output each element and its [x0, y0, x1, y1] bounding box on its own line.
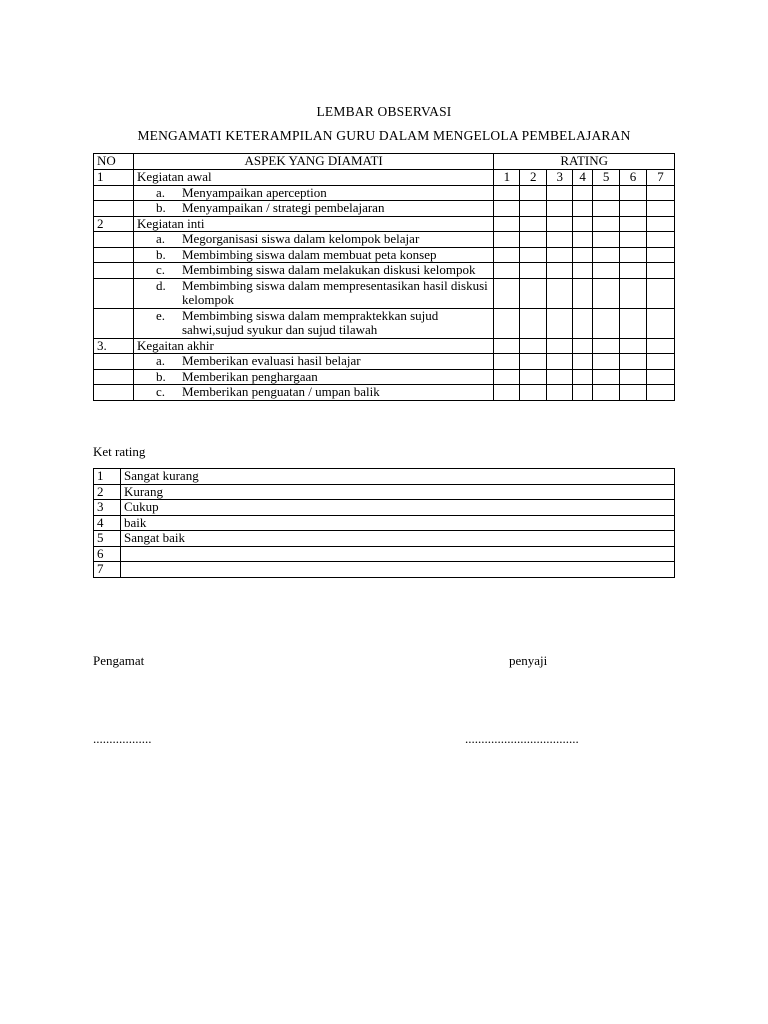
ket-rating-row	[94, 500, 675, 516]
rating-cell[interactable]	[494, 216, 520, 232]
rating-cell[interactable]	[573, 338, 593, 354]
ket-rating-description	[120, 546, 674, 562]
rating-cell[interactable]	[494, 263, 520, 279]
rating-cell[interactable]	[520, 385, 547, 401]
rating-cell[interactable]	[593, 185, 620, 201]
rating-cell[interactable]	[520, 263, 547, 279]
rating-scale-3: 3	[547, 170, 573, 186]
rating-cell[interactable]	[573, 185, 593, 201]
rating-cell[interactable]	[620, 369, 647, 385]
item-aspect-cell	[133, 263, 493, 279]
header-aspect: ASPEK YANG DIAMATI	[133, 154, 493, 170]
penyaji-signature-line: ...................................	[465, 731, 579, 746]
item-letter: c.	[155, 262, 165, 277]
observation-body	[94, 170, 675, 401]
item-number-cell	[94, 354, 134, 370]
item-text: Memberikan penguatan / umpan balik	[181, 384, 380, 399]
item-letter: e.	[155, 307, 165, 323]
item-letter: d.	[155, 277, 166, 293]
item-aspect-cell	[133, 354, 493, 370]
rating-cell[interactable]	[520, 278, 547, 308]
item-text: Membimbing siswa dalam mempraktekkan sujud sahwi,sujud syukur dan sujud tilawah	[181, 307, 439, 337]
item-letter: b.	[155, 246, 166, 262]
ket-rating-number: 3	[94, 500, 121, 516]
item-row	[94, 185, 675, 201]
rating-cell[interactable]	[520, 201, 547, 217]
ket-rating-number: 6	[94, 546, 121, 562]
rating-cell[interactable]	[593, 278, 620, 308]
rating-cell[interactable]	[547, 308, 573, 338]
rating-cell[interactable]	[593, 385, 620, 401]
item-aspect	[137, 186, 490, 201]
rating-cell[interactable]	[520, 247, 547, 263]
ket-rating-body	[94, 469, 675, 578]
item-row	[94, 369, 675, 385]
item-letter: a.	[155, 231, 165, 246]
item-text: Membimbing siswa dalam membuat peta konsep	[181, 246, 437, 262]
rating-cell[interactable]	[593, 354, 620, 370]
item-aspect	[137, 263, 490, 278]
rating-cell[interactable]	[494, 308, 520, 338]
section-row	[94, 338, 675, 354]
rating-cell[interactable]	[646, 338, 674, 354]
ket-rating-table	[93, 468, 675, 578]
section-row	[94, 170, 675, 186]
item-row	[94, 385, 675, 401]
rating-cell[interactable]	[620, 232, 647, 248]
item-aspect-cell	[133, 232, 493, 248]
ket-rating-description: Cukup	[120, 500, 674, 516]
item-text: Membimbing siswa dalam mempresentasikan hasil diskusi kelompok	[181, 277, 488, 307]
pengamat-label: Pengamat	[93, 653, 145, 668]
ket-rating-description: baik	[120, 515, 674, 531]
rating-scale-7: 7	[646, 170, 674, 186]
item-number-cell	[94, 308, 134, 338]
rating-cell[interactable]	[593, 232, 620, 248]
rating-cell[interactable]	[547, 201, 573, 217]
rating-cell[interactable]	[494, 354, 520, 370]
item-aspect	[137, 385, 490, 400]
rating-cell[interactable]	[646, 263, 674, 279]
rating-scale-4: 4	[573, 170, 593, 186]
item-aspect	[137, 370, 490, 385]
rating-cell[interactable]	[620, 216, 647, 232]
item-number-cell	[94, 201, 134, 217]
item-text: Menyampaikan / strategi pembelajaran	[181, 200, 385, 215]
pengamat-signature-line: ..................	[93, 731, 152, 746]
rating-cell[interactable]	[547, 232, 573, 248]
ket-rating-row	[94, 546, 675, 562]
ket-rating-number: 7	[94, 562, 121, 578]
item-text: Megorganisasi siswa dalam kelompok belajar	[181, 231, 420, 246]
item-row	[94, 263, 675, 279]
item-text: Membimbing siswa dalam melakukan diskusi kelompok	[181, 262, 476, 277]
item-aspect	[137, 279, 490, 308]
rating-cell[interactable]	[593, 338, 620, 354]
ket-rating-number: 2	[94, 484, 121, 500]
section-title: Kegaitan akhir	[133, 338, 493, 354]
ket-rating-row	[94, 531, 675, 547]
item-aspect	[137, 354, 490, 369]
item-text: Memberikan evaluasi hasil belajar	[181, 353, 361, 368]
rating-cell[interactable]	[494, 278, 520, 308]
rating-cell[interactable]	[573, 278, 593, 308]
item-aspect	[137, 232, 490, 247]
rating-cell[interactable]	[520, 338, 547, 354]
ket-rating-description: Kurang	[120, 484, 674, 500]
item-aspect-cell	[133, 201, 493, 217]
rating-cell[interactable]	[620, 338, 647, 354]
rating-cell[interactable]	[520, 232, 547, 248]
rating-cell[interactable]	[520, 369, 547, 385]
ket-rating-description: Sangat kurang	[120, 469, 674, 485]
rating-cell[interactable]	[494, 247, 520, 263]
section-row	[94, 216, 675, 232]
rating-cell[interactable]	[494, 232, 520, 248]
rating-cell[interactable]	[646, 354, 674, 370]
rating-cell[interactable]	[620, 308, 647, 338]
document-subtitle: MENGAMATI KETERAMPILAN GURU DALAM MENGELOLA PEMBELAJARAN	[137, 128, 631, 143]
ket-rating-row	[94, 469, 675, 485]
ket-rating-row	[94, 562, 675, 578]
item-letter: a.	[155, 353, 165, 368]
item-aspect	[137, 309, 490, 338]
rating-cell[interactable]	[620, 278, 647, 308]
ket-rating-row	[94, 484, 675, 500]
rating-cell[interactable]	[620, 354, 647, 370]
item-aspect-cell	[133, 278, 493, 308]
rating-cell[interactable]	[646, 247, 674, 263]
rating-scale-2: 2	[520, 170, 547, 186]
rating-cell[interactable]	[646, 369, 674, 385]
item-row	[94, 201, 675, 217]
item-letter: b.	[155, 368, 166, 384]
item-text: Menyampaikan aperception	[181, 184, 327, 200]
item-row	[94, 247, 675, 263]
item-number-cell	[94, 385, 134, 401]
item-letter: c.	[155, 384, 165, 399]
rating-cell[interactable]	[494, 338, 520, 354]
item-aspect-cell	[133, 369, 493, 385]
rating-cell[interactable]	[494, 369, 520, 385]
rating-cell[interactable]	[646, 278, 674, 308]
rating-cell[interactable]	[593, 216, 620, 232]
rating-cell[interactable]	[547, 354, 573, 370]
document-title: LEMBAR OBSERVASI	[316, 104, 452, 119]
section-number: 3.	[94, 338, 134, 354]
rating-cell[interactable]	[520, 185, 547, 201]
item-aspect-cell	[133, 385, 493, 401]
ket-rating-number: 1	[94, 469, 121, 485]
rating-cell[interactable]	[593, 263, 620, 279]
rating-cell[interactable]	[520, 308, 547, 338]
rating-cell[interactable]	[593, 247, 620, 263]
rating-cell[interactable]	[646, 385, 674, 401]
rating-cell[interactable]	[573, 263, 593, 279]
item-letter: b.	[155, 200, 166, 215]
section-title: Kegiatan inti	[133, 216, 493, 232]
rating-cell[interactable]	[573, 232, 593, 248]
rating-cell[interactable]	[547, 247, 573, 263]
rating-cell[interactable]	[646, 232, 674, 248]
rating-cell[interactable]	[547, 338, 573, 354]
ket-rating-number: 4	[94, 515, 121, 531]
rating-cell[interactable]	[573, 369, 593, 385]
rating-scale-5: 5	[593, 170, 620, 186]
item-number-cell	[94, 232, 134, 248]
rating-cell[interactable]	[547, 369, 573, 385]
rating-cell[interactable]	[520, 354, 547, 370]
rating-cell[interactable]	[646, 201, 674, 217]
observation-table	[93, 153, 675, 401]
rating-cell[interactable]	[494, 385, 520, 401]
item-aspect-cell	[133, 308, 493, 338]
rating-cell[interactable]	[646, 308, 674, 338]
item-row	[94, 232, 675, 248]
section-number: 2	[94, 216, 134, 232]
header-row	[94, 154, 675, 170]
item-row	[94, 354, 675, 370]
item-row	[94, 278, 675, 308]
item-aspect	[137, 248, 490, 263]
item-number-cell	[94, 369, 134, 385]
rating-cell[interactable]	[494, 185, 520, 201]
rating-scale-6: 6	[620, 170, 647, 186]
rating-cell[interactable]	[646, 185, 674, 201]
rating-cell[interactable]	[620, 185, 647, 201]
section-title: Kegiatan awal	[133, 170, 493, 186]
item-number-cell	[94, 263, 134, 279]
item-aspect	[137, 201, 490, 216]
rating-cell[interactable]	[547, 263, 573, 279]
rating-scale-1: 1	[494, 170, 520, 186]
item-aspect-cell	[133, 247, 493, 263]
rating-cell[interactable]	[573, 216, 593, 232]
ket-rating-label: Ket rating	[93, 444, 146, 459]
item-letter: a.	[155, 184, 165, 200]
rating-cell[interactable]	[573, 308, 593, 338]
rating-cell[interactable]	[547, 216, 573, 232]
item-text: Memberikan penghargaan	[181, 368, 318, 384]
ket-rating-description	[120, 562, 674, 578]
rating-cell[interactable]	[593, 308, 620, 338]
rating-cell[interactable]	[573, 385, 593, 401]
rating-cell[interactable]	[520, 216, 547, 232]
rating-cell[interactable]	[547, 385, 573, 401]
item-aspect-cell	[133, 185, 493, 201]
item-number-cell	[94, 278, 134, 308]
ket-rating-row	[94, 515, 675, 531]
rating-cell[interactable]	[646, 216, 674, 232]
ket-rating-number: 5	[94, 531, 121, 547]
rating-cell[interactable]	[620, 385, 647, 401]
header-rating: RATING	[494, 154, 675, 170]
penyaji-label: penyaji	[509, 653, 548, 668]
ket-rating-description: Sangat baik	[120, 531, 674, 547]
header-no: NO	[94, 154, 134, 170]
item-number-cell	[94, 247, 134, 263]
rating-cell[interactable]	[593, 201, 620, 217]
rating-cell[interactable]	[620, 247, 647, 263]
rating-cell[interactable]	[620, 263, 647, 279]
rating-cell[interactable]	[573, 354, 593, 370]
rating-cell[interactable]	[620, 201, 647, 217]
rating-cell[interactable]	[573, 201, 593, 217]
rating-cell[interactable]	[593, 369, 620, 385]
rating-cell[interactable]	[547, 278, 573, 308]
section-number: 1	[94, 170, 134, 186]
item-number-cell	[94, 185, 134, 201]
rating-cell[interactable]	[494, 201, 520, 217]
rating-cell[interactable]	[573, 247, 593, 263]
rating-cell[interactable]	[547, 185, 573, 201]
item-row	[94, 308, 675, 338]
